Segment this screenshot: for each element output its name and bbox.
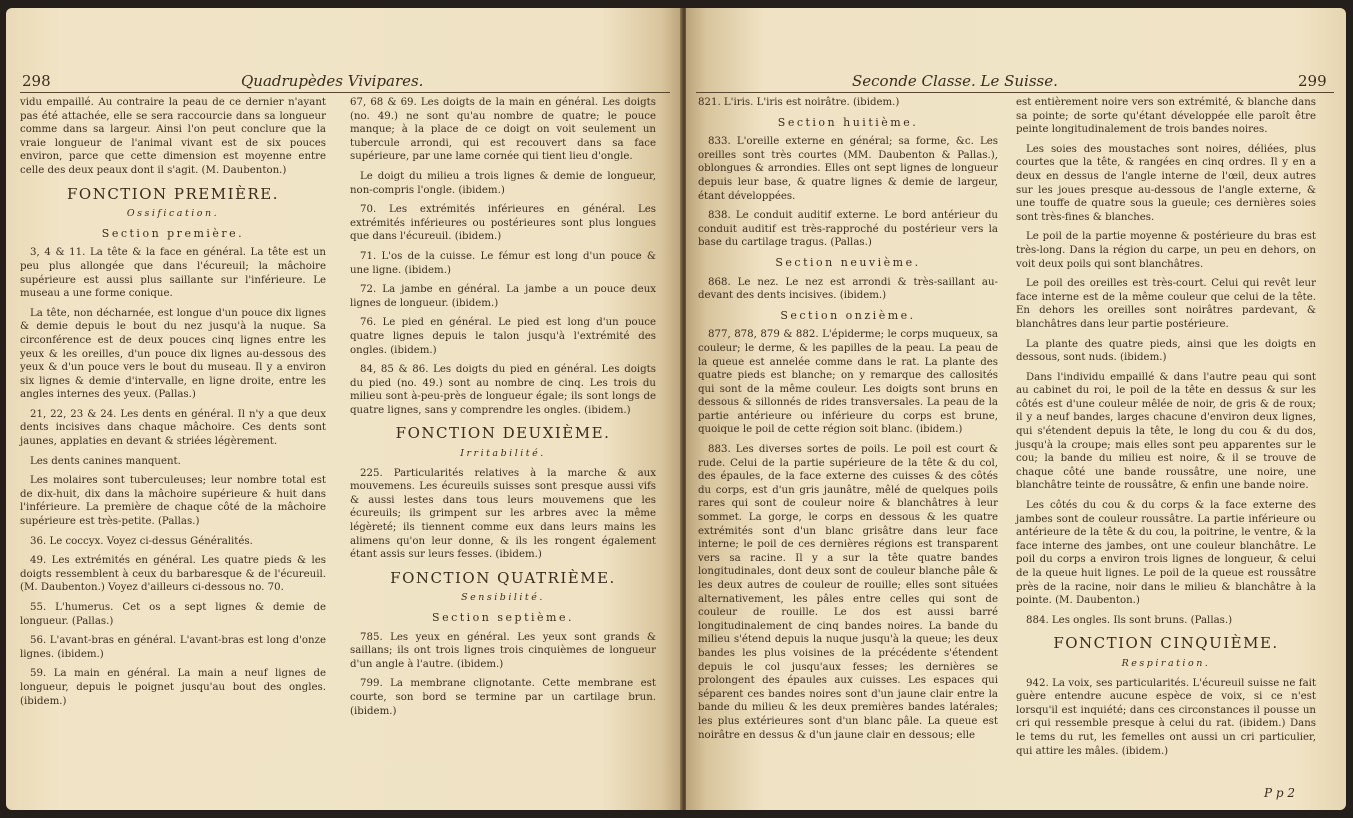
right-column-2 <box>1016 96 1316 764</box>
paragraph: 36. Le coccyx. Voyez ci-dessus Généralités. <box>30 535 253 547</box>
subheading: Sensibilité. <box>461 592 545 604</box>
section-heading: Section neuvième. <box>775 255 921 269</box>
paragraph: 59. La main en général. La main a neuf lignes de longueur, depuis le poignet jusqu'au bout des ongles. (ibidem.) <box>20 668 326 707</box>
paragraph: 76. Le pied en général. Le pied est long d'un pouce quatre lignes depuis le talon jusqu'à l'extrémité des ongles. (ibidem.) <box>350 317 656 356</box>
left-column-1 <box>20 96 326 714</box>
left-page <box>6 8 682 810</box>
paragraph: 70. Les extrémités inférieures en général. Les extrémités inférieures ou postérieures sont plus longues que dans l'écureuil. (ibidem.) <box>350 204 656 243</box>
right-column-1 <box>698 96 998 748</box>
paragraph: 833. L'oreille externe en général; sa forme, &c. Les oreilles sont très courtes (MM. Daubenton & Pallas.), oblongues & arrondies. Elles ont sept lignes de longueur depuis leur base, & quatre lignes & demie de largeur, étant développées. <box>698 136 998 202</box>
paragraph: Les molaires sont tuberculeuses; leur nombre total est de dix-huit, dix dans la mâchoire supérieure & huit dans l'inférieure. La première de chaque côté de la mâchoire supérieure est très-petite. (Pallas.) <box>20 475 326 528</box>
left-column-2 <box>350 96 656 724</box>
fonction-heading: FONCTION CINQUIÈME. <box>1053 634 1279 653</box>
paragraph: 71. L'os de la cuisse. Le fémur est long d'un pouce & une ligne. (ibidem.) <box>350 250 656 276</box>
paragraph: Le poil des oreilles est très-court. Celui qui revêt leur face interne est de la même couleur que celui de la tête. En dehors les oreilles sont noirâtres pardevant, & blanchâtres dans leur partie postérieure. <box>1016 278 1316 330</box>
fonction-heading: FONCTION DEUXIÈME. <box>395 424 611 443</box>
subheading: Ossification. <box>126 208 220 220</box>
paragraph: 821. L'iris. L'iris est noirâtre. (ibidem.) <box>698 97 900 108</box>
paragraph: 942. La voix, ses particularités. L'écureuil suisse ne fait guère entendre aucune espèce de voix, si ce n'est lorsqu'il est inquiété; dans ces circonstances il pousse un cri qui ressemble presque à celui du rat. (ibidem.) Dans le tems du rut, les femelles ont aussi un cri particulier, qui attire les mâles. (ibidem.) <box>1016 677 1316 757</box>
paragraph: 49. Les extrémités en général. Les quatre pieds & les doigts ressemblent à ceux du barbaresque & de l'écureuil. (M. Daubenton.) Voyez d'ailleurs ci-dessous no. 70. <box>20 555 326 594</box>
left-page-number: 298 <box>22 72 51 90</box>
paragraph: Les côtés du cou & du corps & la face externe des jambes sont de couleur roussâtre. La partie inférieure ou antérieure de la tête & du cou, la poitrine, le ventre, & la face interne des jambes, ont une couleur blanchâtre. Le poil du corps a environ trois lignes de longueur, & celui de la queue huit lignes. Le poil de la queue est roussâtre près de la racine, noir dans le milieu & blanchâtre à la pointe. (M. Daubenton.) <box>1016 500 1316 607</box>
left-header-rule <box>20 92 670 93</box>
paragraph: vidu empaillé. Au contraire la peau de ce dernier n'ayant pas été attachée, elle se sera raccourcie dans sa longueur comme dans sa largeur. Ainsi l'on peut conclure que la vraie longueur de l'animal vivant est de six pouces environ, parce que cette dimension est moyenne entre celle des deux peaux dont il s'agit. (M. Daubenton.) <box>20 97 326 176</box>
paragraph: 56. L'avant-bras en général. L'avant-bras est long d'onze lignes. (ibidem.) <box>20 635 326 660</box>
paragraph: Dans l'individu empaillé & dans l'autre peau qui sont au cabinet du roi, le poil de la tête en dessus & sur les côtés est d'une couleur mêlée de noir, de gris & de roux; il y a neuf bandes, larges chacune d'environ deux lignes, qui s'étendent depuis la tête, le long du cou & du dos, jusqu'à la croupe; mais elles sont peu apparentes sur le cou; la bande du milieu est noire, & il se trouve de chaque côté une bande roussâtre, une noire, une blanchâtre teinte de roussâtre, & enfin une bande noire. <box>1016 371 1316 492</box>
paragraph: 225. Particularités relatives à la marche & aux mouvemens. Les écureuils suisses sont presque aussi vifs & aussi lestes dans tous leurs mouvemens que les écureuils; ils grimpent sur les arbres avec la même légèreté; ils tiennent comme eux dans leurs mains les alimens qu'on leur donne, & ils les rongent également étant assis sur leurs fesses. (ibidem.) <box>350 467 656 561</box>
paragraph: 883. Les diverses sortes de poils. Le poil est court & rude. Celui de la partie supérieure de la tête & du col, des épaules, de la face externe des cuisses & des côtés du corps, est d'un gris jaunâtre, mêlé de quelques poils rares qui sont de couleur noire & blanchâtres à leur sommet. La gorge, le corps en dessous & les quatre extrémités sont d'un blanc grisâtre dans leur face interne; le poil de ces dernières régions est transparent vers sa racine. Il y a sur la tête quatre bandes longitudinales, dont deux sont de couleur blanche pâle & les deux autres de couleur de rouille; elles sont situées alternativement, les pâles entre celles qui sont de couleur de rouille. Le dos est aussi barré longitudinalement de cinq bandes noires. La bande du milieu s'étend depuis la nuque jusqu'à la queue; les deux bandes les plus voisines de la précédente s'étendent depuis le col jusqu'aux fesses; les dernières se prolongent des épaules aux cuisses. Les espaces qui séparent ces bandes noires sont d'un jaune clair entre la bande du milieu & les deux premières bandes latérales; les plus extérieures sont d'un blanc pâle. La queue est noirâtre en dessus & d'un jaune clair en dessous; elle <box>698 444 998 741</box>
paragraph: Le doigt du milieu a trois lignes & demie de longueur, non-compris l'ongle. (ibidem.) <box>350 170 656 196</box>
paragraph: 799. La membrane clignotante. Cette membrane est courte, son bord se termine par un cartilage brun. (ibidem.) <box>350 678 656 717</box>
signature-mark: P p 2 <box>1264 786 1296 800</box>
paragraph: 55. L'humerus. Cet os a sept lignes & demie de longueur. (Pallas.) <box>20 602 326 627</box>
fonction-heading: FONCTION QUATRIÈME. <box>390 568 616 587</box>
paragraph: est entièrement noire vers son extrémité, & blanche dans sa pointe; de sorte qu'étant développée elle paroît être peinte longitudinalement de trois bandes noires. <box>1016 97 1316 136</box>
right-page-number: 299 <box>1298 72 1327 90</box>
paragraph: 3, 4 & 11. La tête & la face en général. La tête est un peu plus allongée que dans l'écureuil; la mâchoire supérieure est aussi plus saillante sur l'inférieure. Le museau a une forme conique. <box>20 247 326 300</box>
fonction-heading: FONCTION PREMIÈRE. <box>66 184 279 203</box>
right-running-title: Seconde Classe. Le Suisse. <box>852 72 1058 90</box>
paragraph: Les soies des moustaches sont noires, déliées, plus courtes que la tête, & rangées en cinq ordres. Il y en a deux en dessus de l'angle interne de l'œil, deux autres sur les joues presque au-dessous de l'angle externe, & une touffe de quatre sous la gueule; ces dernières soies sont très-fines & blanches. <box>1016 143 1316 223</box>
paragraph: 868. Le nez. Le nez est arrondi & très-saillant au-devant des dents incisives. (ibidem.) <box>698 276 998 302</box>
paragraph: Le poil de la partie moyenne & postérieure du bras est très-long. Dans la région du carpe, un peu en dehors, on voit deux poils qui sont blanchâtres. <box>1016 231 1316 270</box>
paragraph: 838. Le conduit auditif externe. Le bord antérieur du conduit auditif est très-rapproché du postérieur vers la base du cartilage tragus. (Pallas.) <box>698 210 998 249</box>
right-page <box>686 8 1346 810</box>
section-heading: Section septième. <box>432 611 574 624</box>
paragraph: 877, 878, 879 & 882. L'épiderme; le corps muqueux, sa couleur; le derme, & les papilles de la peau. La peau de la queue est annelée comme dans le rat. La plante des quatre pieds est blanche; on y remarque des callosités qui sont de la même couleur. Les doigts sont bruns en dessous & sillonnés de rides transversales. La peau de la partie antérieure ou inférieure du corps est brune, quoique le poil de cette région soit blanc. (ibidem.) <box>698 329 998 436</box>
paragraph: 785. Les yeux en général. Les yeux sont grands & saillans; ils ont trois lignes trois cinquièmes de longueur d'un angle à l'autre. (ibidem.) <box>350 631 656 670</box>
section-heading: Section onzième. <box>780 308 916 322</box>
paragraph: 72. La jambe en général. La jambe a un pouce deux lignes de longueur. (ibidem.) <box>350 284 656 309</box>
paragraph: La tête, non décharnée, est longue d'un pouce dix lignes & demie depuis le bout du nez jusqu'à la nuque. Sa circonférence est de deux pouces cinq lignes entre les yeux & les oreilles, d'un pouce dix lignes au-dessous des yeux & d'un pouce vers le bout du museau. Il y a environ six lignes & demie d'intervalle, en ligne droite, entre les angles internes des yeux. (Pallas.) <box>20 307 326 401</box>
paragraph: 884. Les ongles. Ils sont bruns. (Pallas.) <box>1026 614 1233 626</box>
right-header-rule <box>696 92 1334 93</box>
section-heading: Section première. <box>101 226 245 240</box>
subheading: Irritabilité. <box>460 448 546 460</box>
paragraph: 67, 68 & 69. Les doigts de la main en général. Les doigts (no. 49.) ne sont qu'au nombre de quatre; le pouce manque; à la place de ce doigt on voit seulement un tubercule arrondi, qui est recouvert dans sa face supérieure, par une lame cornée qui tient lieu d'ongle. <box>350 97 656 163</box>
paragraph: 84, 85 & 86. Les doigts du pied en général. Les doigts du pied (no. 49.) sont au nombre de cinq. Les trois du milieu sont à-peu-près de longueur égale; ils sont longs de quatre lignes, sans y comprendre les ongles. (ibidem.) <box>350 364 656 416</box>
paragraph: Les dents canines manquent. <box>30 455 181 467</box>
subheading: Respiration. <box>1121 657 1211 669</box>
paragraph: 21, 22, 23 & 24. Les dents en général. Il n'y a que deux dents incisives dans chaque mâchoire. Ces dents sont jaunes, applaties en devant & striées légèrement. <box>20 408 326 448</box>
left-running-title: Quadrupèdes Vivipares. <box>241 72 424 90</box>
section-heading: Section huitième. <box>777 115 919 129</box>
paragraph: La plante des quatre pieds, ainsi que les doigts en dessous, sont nuds. (ibidem.) <box>1016 338 1316 364</box>
